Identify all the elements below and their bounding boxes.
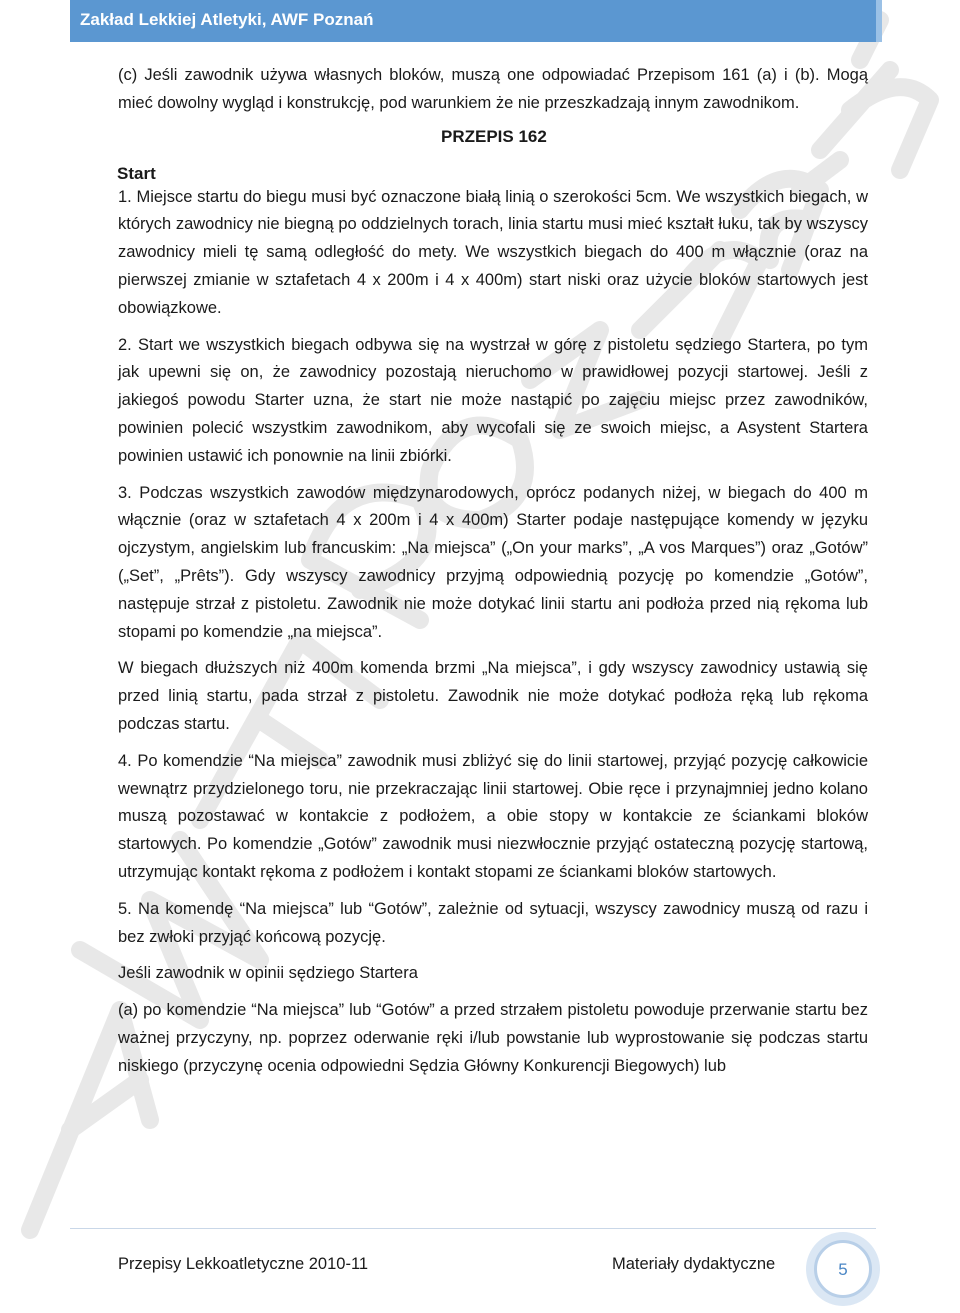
footer-right-text: Materiały dydaktyczne	[612, 1255, 776, 1273]
section-label-row	[118, 156, 868, 184]
paragraph-c: (c) Jeśli zawodnik używa własnych bloków, muszą one odpowiadać Przepisom 161 (a) i (b). Mogą mieć dowolny wygląd i konstrukcję, pod warunkiem że nie przeszkadzają innym zawodnikom.	[118, 66, 868, 112]
paragraph-longer-races: W biegach dłuższych niż 400m komenda brzmi „Na miejsca”, i gdy wszyscy zawodnicy ustawią się przed linią startu, pada strzał z pistoletu. Zawodnik nie może dotykać podłoża ręką lub rękoma podczas startu.	[118, 659, 868, 733]
paragraph-2: 2. Start we wszystkich biegach odbywa się na wystrzał w górę z pistoletu sędziego Startera, po tym jak upewni się on, że zawodnicy pozostają nieruchomo w prawidłowej pozycji startowej. Jeśli z jakiegoś powodu Starter uzna, że start nie może nastąpić po zajęciu miejsc przez zawodników, powinien polecić wszystkim zawodnikom, aby wycofali się ze swoich miejsc, a Asystent Startera powinien ustawić ich ponownie na linii zbiórki.	[118, 335, 868, 465]
paragraph-3: 3. Podczas wszystkich zawodów międzynarodowych, oprócz podanych niżej, w biegach do 400 m włącznie (oraz w sztafetach 4 x 200m i 4 x 400m) Starter podaje następujące komendy w języku ojczystym, angielskim lub francuskim: „Na miejsca” („On your marks”, „A vos Marques”) oraz „Gotów” („Set”, „Prêts”). Gdy wszyscy zawodnicy przyjmą odpowiednią pozycję po komendzie „Gotów”, następuje strzał z pistoletu. Zawodnik nie może dotykać linii startu ani podłoża przed nią rękoma lub stopami po komendzie „na miejsca”.	[118, 483, 868, 641]
header-bar	[70, 0, 876, 42]
page-number-badge	[806, 1232, 880, 1306]
rule-title: PRZEPIS 162	[441, 126, 547, 146]
page-number: 5	[838, 1260, 848, 1279]
paragraph-5: 5. Na komendę “Na miejsca” lub “Gotów”, zależnie od sytuacji, wszyscy zawodnicy muszą od razu i bez zwłoki przyjąć końcową pozycję.	[118, 899, 868, 946]
section-label-start: Start	[117, 163, 156, 183]
document-body	[118, 62, 868, 1081]
header-stripe-1	[876, 0, 882, 42]
header-title: Zakład Lekkiej Atletyki, AWF Poznań	[80, 10, 374, 29]
rule-title-row	[118, 118, 868, 156]
paragraph-4: 4. Po komendzie “Na miejsca” zawodnik musi zbliżyć się do linii startowej, przyjąć pozycję całkowicie wewnątrz przydzielonego toru, nie przekraczając linii startowej. Obie ręce i przynajmniej jedno kolano muszą pozostawać w kontakcie z podłożem, a obie stopy w kontakcie ze ściankami bloków startowych. Po komendzie „Gotów” zawodnik musi niezwłocznie przyjąć ostateczną pozycję startową, utrzymując kontakt rękoma z podłożem i kontakt stopami ze ściankami bloków startowych.	[118, 751, 868, 881]
page-number-ring	[814, 1240, 872, 1298]
footer-divider	[70, 1228, 876, 1229]
paragraph-a: (a) po komendzie “Na miejsca” lub “Gotów” a przed strzałem pistoletu powoduje przerwanie startu bez ważnej przyczyny, np. poprzez oderwanie ręki i/lub powstanie lub wyprostowanie się podczas startu niskiego (przyczynę ocenia odpowiedni Sędzia Główny Konkurencji Biegowych) lub	[118, 1001, 868, 1075]
footer-left-text: Przepisy Lekkoatletyczne 2010-11	[118, 1255, 369, 1273]
paragraph-if: Jeśli zawodnik w opinii sędziego Startera	[118, 964, 418, 983]
paragraph-1: 1. Miejsce startu do biegu musi być oznaczone białą linią o szerokości 5cm. We wszystkich biegach, w których zawodnicy nie biegną po oddzielnych torach, linia startu musi mieć kształt łuku, tak by wszyscy zawodnicy mieli tę samą odległość do mety. We wszystkich biegach do 400 m włącznie (oraz na pierwszej zmianie w sztafetach 4 x 200m i 4 x 400m) start niski oraz użycie bloków startowych jest obowiązkowe.	[118, 187, 868, 317]
